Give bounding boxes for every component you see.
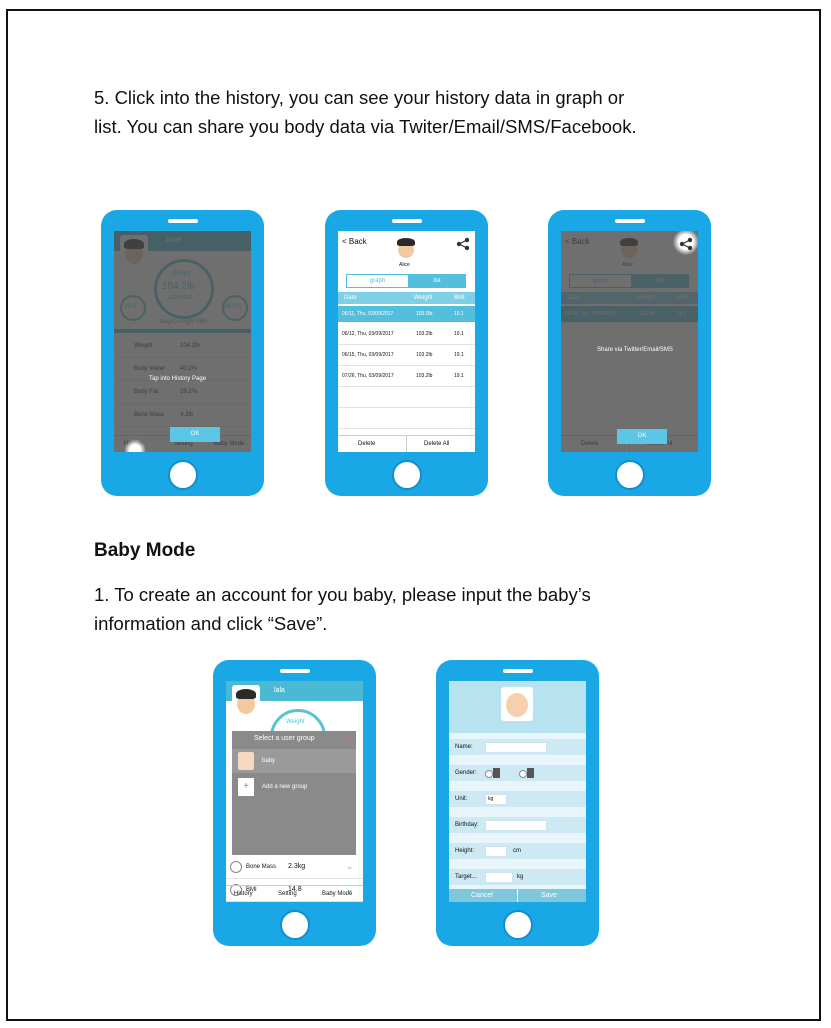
birthday-field[interactable] <box>485 820 547 831</box>
list-header: Date Weight BMI <box>338 292 475 304</box>
back-button[interactable]: < Back <box>342 237 367 246</box>
phone-history-list <box>325 210 488 496</box>
target-field[interactable] <box>485 872 513 883</box>
tab-setting[interactable]: Setting <box>278 891 297 897</box>
chevron-down-icon: ⌄ <box>346 884 354 894</box>
target-row: Target... kg <box>449 869 586 885</box>
tab-bar <box>226 885 363 902</box>
page-frame <box>6 9 821 1021</box>
option-add-group[interactable]: + Add a new group <box>232 775 356 799</box>
data-row[interactable]: Bone Mass 2.3kg ⌄ <box>226 856 363 879</box>
name-row: Name: <box>449 739 586 755</box>
baby-step1-text <box>94 580 591 638</box>
phone-speaker <box>392 219 422 223</box>
ok-button[interactable]: OK <box>170 427 220 442</box>
phone-select-group <box>213 660 376 946</box>
form-actions <box>449 889 586 902</box>
baby-avatar <box>238 752 254 770</box>
share-icon[interactable] <box>456 237 470 251</box>
home-button[interactable] <box>615 460 645 490</box>
ok-button[interactable]: OK <box>617 429 667 444</box>
gender-girl-radio[interactable] <box>519 770 527 778</box>
gender-row: Gender: <box>449 765 586 781</box>
tab-history[interactable]: History <box>234 891 253 897</box>
username: Alice <box>399 262 410 268</box>
list-item-empty <box>338 387 475 408</box>
save-button[interactable]: Save <box>541 892 557 899</box>
phone-screen <box>338 231 475 452</box>
tab-list[interactable]: list <box>408 274 466 288</box>
list-item[interactable]: 06/15, Thu, 03/09/2017 103.2lb 19.1 <box>338 345 475 366</box>
share-text: Share via Twitter/Email/SMS <box>597 347 673 353</box>
girl-icon <box>527 768 534 778</box>
phone-baby-form <box>436 660 599 946</box>
delete-button[interactable]: Delete <box>358 441 376 447</box>
home-button[interactable] <box>280 910 310 940</box>
baby-step1-line1: 1. To create an account for you baby, please input the baby’s <box>94 584 591 605</box>
height-field[interactable] <box>485 846 507 857</box>
phone-screen <box>449 681 586 902</box>
home-button[interactable] <box>168 460 198 490</box>
data-row[interactable]: BMI 14.8 ⌄ <box>226 879 363 902</box>
username: lala <box>274 687 285 694</box>
step5-line2: list. You can share you body data via Twiter/Email/SMS/Facebook. <box>94 116 637 137</box>
step5-line1: 5. Click into the history, you can see your history data in graph or <box>94 87 625 108</box>
weight-label: Weight <box>286 719 305 725</box>
share-icon[interactable] <box>679 237 693 251</box>
list-item[interactable]: 07/26, Thu, 03/09/2017 103.2lb 19.1 <box>338 366 475 387</box>
phone-screen <box>226 681 363 902</box>
cancel-button[interactable]: Cancel <box>471 892 493 899</box>
baby-avatar[interactable] <box>501 687 533 721</box>
phone-speaker <box>503 669 533 673</box>
chevron-down-icon: ⌄ <box>346 861 354 871</box>
name-field[interactable] <box>485 742 547 753</box>
tip-text: Tap into History Page <box>149 376 207 382</box>
unit-row: Unit: kg <box>449 791 586 807</box>
birthday-row: Birthday: <box>449 817 586 833</box>
list-item-selected[interactable]: 06/11, Thu, 03/09/2017 103.0lb 19.1 <box>338 306 475 322</box>
share-overlay <box>561 231 698 452</box>
section-heading: Baby Mode <box>94 540 196 561</box>
phone-speaker <box>280 669 310 673</box>
delete-all-button[interactable]: Delete All <box>424 441 450 447</box>
phone-speaker <box>168 219 198 223</box>
list-item-empty <box>338 408 475 429</box>
gender-boy-radio[interactable] <box>485 770 493 778</box>
home-button[interactable] <box>392 460 422 490</box>
tab-graph[interactable]: graph <box>346 274 409 288</box>
phone-home-screen <box>101 210 264 496</box>
tip-overlay <box>114 231 251 452</box>
boy-icon <box>493 768 500 778</box>
phone-screen <box>561 231 698 452</box>
popup-title: Select a user group <box>254 735 315 742</box>
user-avatar[interactable] <box>232 685 260 717</box>
phone-screen <box>114 231 251 452</box>
baby-step1-line2: information and click “Save”. <box>94 613 328 634</box>
plus-icon: + <box>238 778 254 796</box>
home-button[interactable] <box>503 910 533 940</box>
option-baby[interactable]: baby <box>232 749 356 773</box>
close-icon[interactable]: × <box>346 733 352 743</box>
phone-share-screen <box>548 210 711 496</box>
list-item[interactable]: 06/12, Thu, 03/09/2017 103.2lb 19.1 <box>338 324 475 345</box>
unit-field[interactable]: kg <box>485 794 507 805</box>
user-avatar <box>395 236 417 260</box>
step5-text <box>94 83 637 141</box>
tab-baby-mode[interactable]: Baby Mode <box>322 891 353 897</box>
bottom-bar <box>338 435 475 452</box>
select-group-popup <box>232 731 356 855</box>
phone-speaker <box>615 219 645 223</box>
height-row: Height: cm <box>449 843 586 859</box>
